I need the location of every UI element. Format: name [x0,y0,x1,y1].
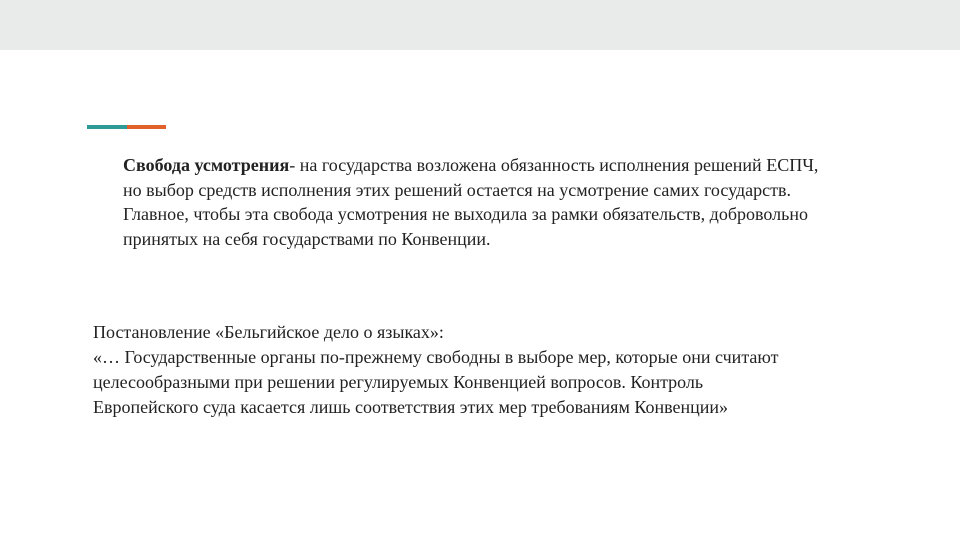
paragraph2-line-3: целесообразными при решении регулируемых Конвенцией вопросов. Контроль [93,372,704,392]
paragraph1-line-4: принятых на себя государствами по Конвенции. [123,228,491,249]
paragraph2-line-1: Постановление «Бельгийское дело о языках»: [93,322,444,342]
discretion-definition-paragraph [123,153,913,251]
paragraph2-line-4: Европейского суда касается лишь соответствия этих мер требованиям Конвенции» [93,397,728,417]
accent-bar-teal [87,125,127,129]
paragraph1-line-1 [123,153,913,178]
top-header-band [0,0,960,50]
belgian-case-quote-paragraph [93,320,893,420]
paragraph1-line-1-text: - на государства возложена обязанность исполнения решений ЕСПЧ, [289,155,819,175]
paragraph1-line-2: но выбор средств исполнения этих решений остается на усмотрение самих государств. [123,179,791,200]
bold-term: Свобода усмотрения [123,155,290,175]
accent-bar-orange [127,125,166,129]
paragraph2-line-2: «… Государственные органы по-прежнему свободны в выборе мер, которые они считают [93,347,779,367]
paragraph1-line-3: Главное, чтобы эта свобода усмотрения не выходила за рамки обязательств, добровольно [123,204,808,224]
